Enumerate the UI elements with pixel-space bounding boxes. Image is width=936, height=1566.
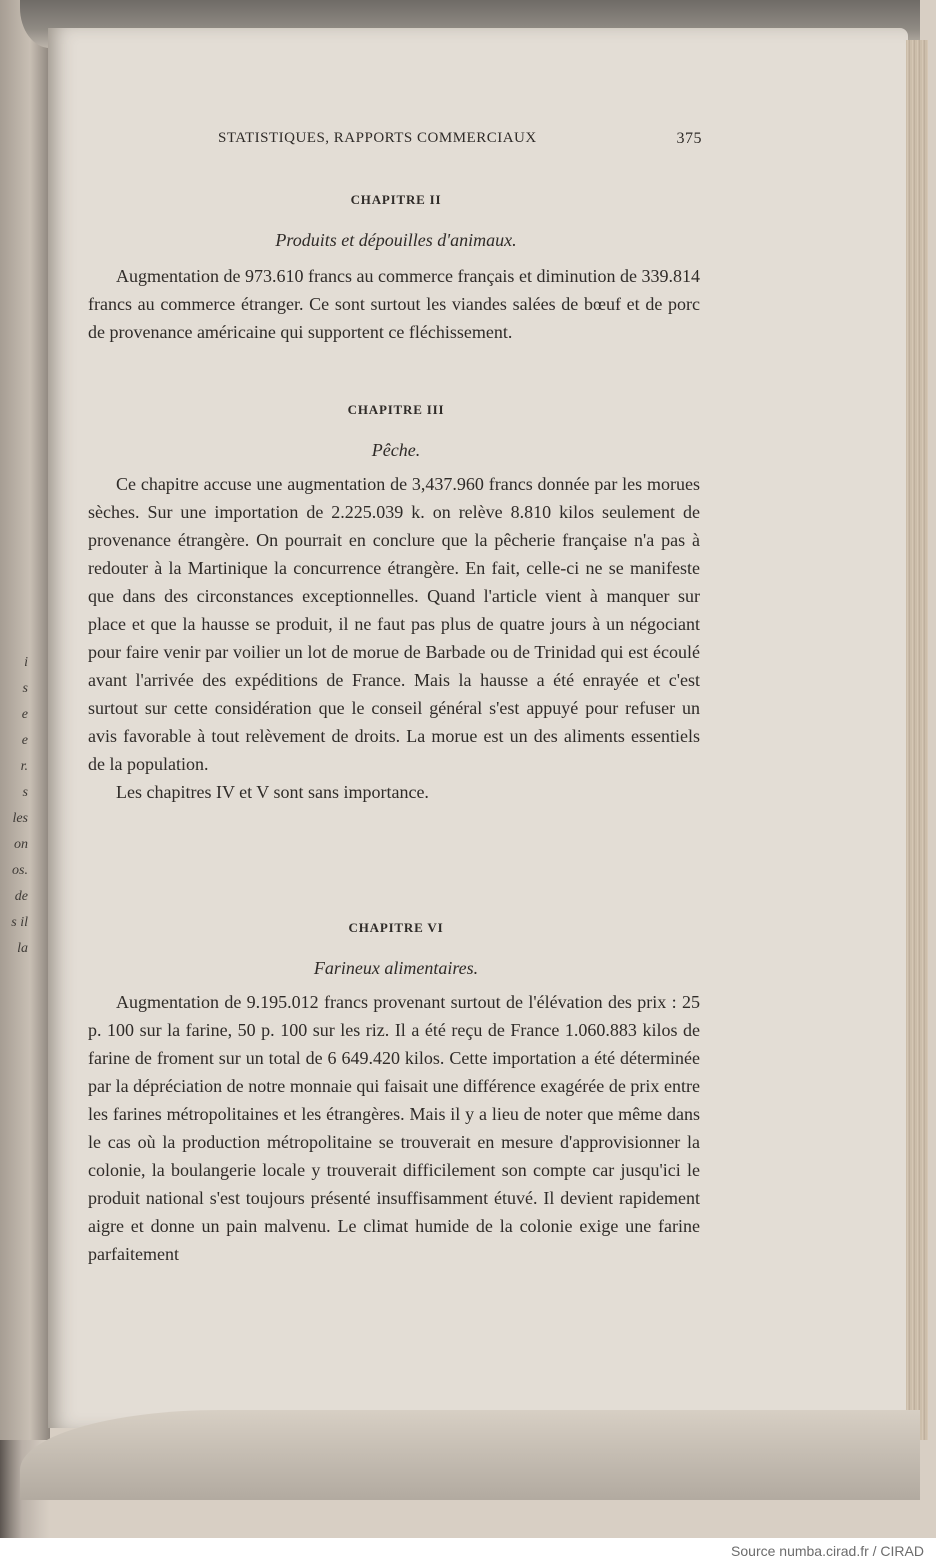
left-fragment: s (22, 681, 28, 696)
section-title: Produits et dépouilles d'animaux. (275, 230, 517, 250)
left-fragment: i (24, 655, 28, 670)
running-head (218, 130, 702, 147)
page-number: 375 (676, 130, 702, 147)
left-fragment: de (14, 889, 28, 904)
section-title: Farineux alimentaires. (313, 958, 479, 978)
page-stack-edge (906, 40, 928, 1440)
left-fragment: on (14, 837, 28, 852)
paragraph: Les chapitres IV et V sont sans importance. (116, 782, 429, 802)
left-fragment: s (22, 785, 28, 800)
source-credit: Source numba.cirad.fr / CIRAD (731, 1543, 924, 1559)
page-bottom-curl (20, 1410, 920, 1500)
left-fragment: s il (11, 915, 28, 930)
left-fragment: les (12, 811, 28, 826)
left-fragment: e (21, 707, 28, 722)
section-body (88, 470, 700, 806)
section-body (88, 262, 700, 346)
chapter-heading: CHAPITRE II (350, 192, 442, 207)
paragraph: Augmentation de 973.610 francs au commerce français et diminution de 339.814 francs au commerce étranger. Ce sont surtout les viandes salées de bœuf et de porc de provenance américaine qui supportent ce fléchissement. (88, 266, 700, 342)
paragraph: Augmentation de 9.195.012 francs provenant surtout de l'élévation des prix : 25 p. 100 sur la farine, 50 p. 100 sur les riz. Il a été reçu de France 1.060.883 kilos de farine de froment sur un total de 6 649.420 kilos. Cette importation a été déterminée par la dépréciation de notre monnaie qui faisait une différence exagérée de prix entre les farines métropolitaines et les étrangères. Mais il y a lieu de noter que même dans le cas où la production métropolitaine se trouverait en mesure d'approvisionner la colonie, la boulangerie locale y trouverait difficilement son compte car jusqu'ici le produit national s'est toujours présenté insuffisamment étuvé. Il devient rapidement aigre et donne un pain malvenu. Le climat humide de la colonie exige une farine parfaitement (88, 992, 700, 1264)
chapter-heading: CHAPITRE VI (348, 920, 444, 935)
left-fragment: e (21, 733, 28, 748)
chapter-heading: CHAPITRE III (347, 402, 445, 417)
left-page-text-fragments (0, 650, 40, 962)
left-fragment: la (17, 941, 28, 956)
paragraph: Ce chapitre accuse une augmentation de 3,437.960 francs donnée par les morues sèches. Sur une importation de 2.225.039 k. on relève 8.810 kilos seulement de provenance étrangère. On pourrait en conclure que la pêcherie française n'a pas à redouter à la Martinique la concurrence étrangère. En fait, celle-ci ne se manifeste que dans des circonstances exceptionnelles. Quand l'article vient à manquer sur place et que la hausse se produit, il ne faut pas plus de quatre jours à un négociant pour faire venir par voilier un lot de morue de Barbade ou de Trinidad qui est écoulé avant l'arrivée des expéditions de France. Mais la hausse a été enrayée et c'est surtout sur cette considération que le conseil général s'est appuyé pour refuser un avis favorable à tout relèvement de droits. La morue est un des aliments essentiels de la population. (88, 474, 700, 774)
left-fragment: os. (12, 863, 28, 878)
source-footer (0, 1538, 936, 1566)
section-body (88, 988, 700, 1268)
section-title: Pêche. (371, 440, 421, 460)
left-fragment: r. (20, 759, 28, 774)
running-title: STATISTIQUES, RAPPORTS COMMERCIAUX (218, 130, 537, 146)
